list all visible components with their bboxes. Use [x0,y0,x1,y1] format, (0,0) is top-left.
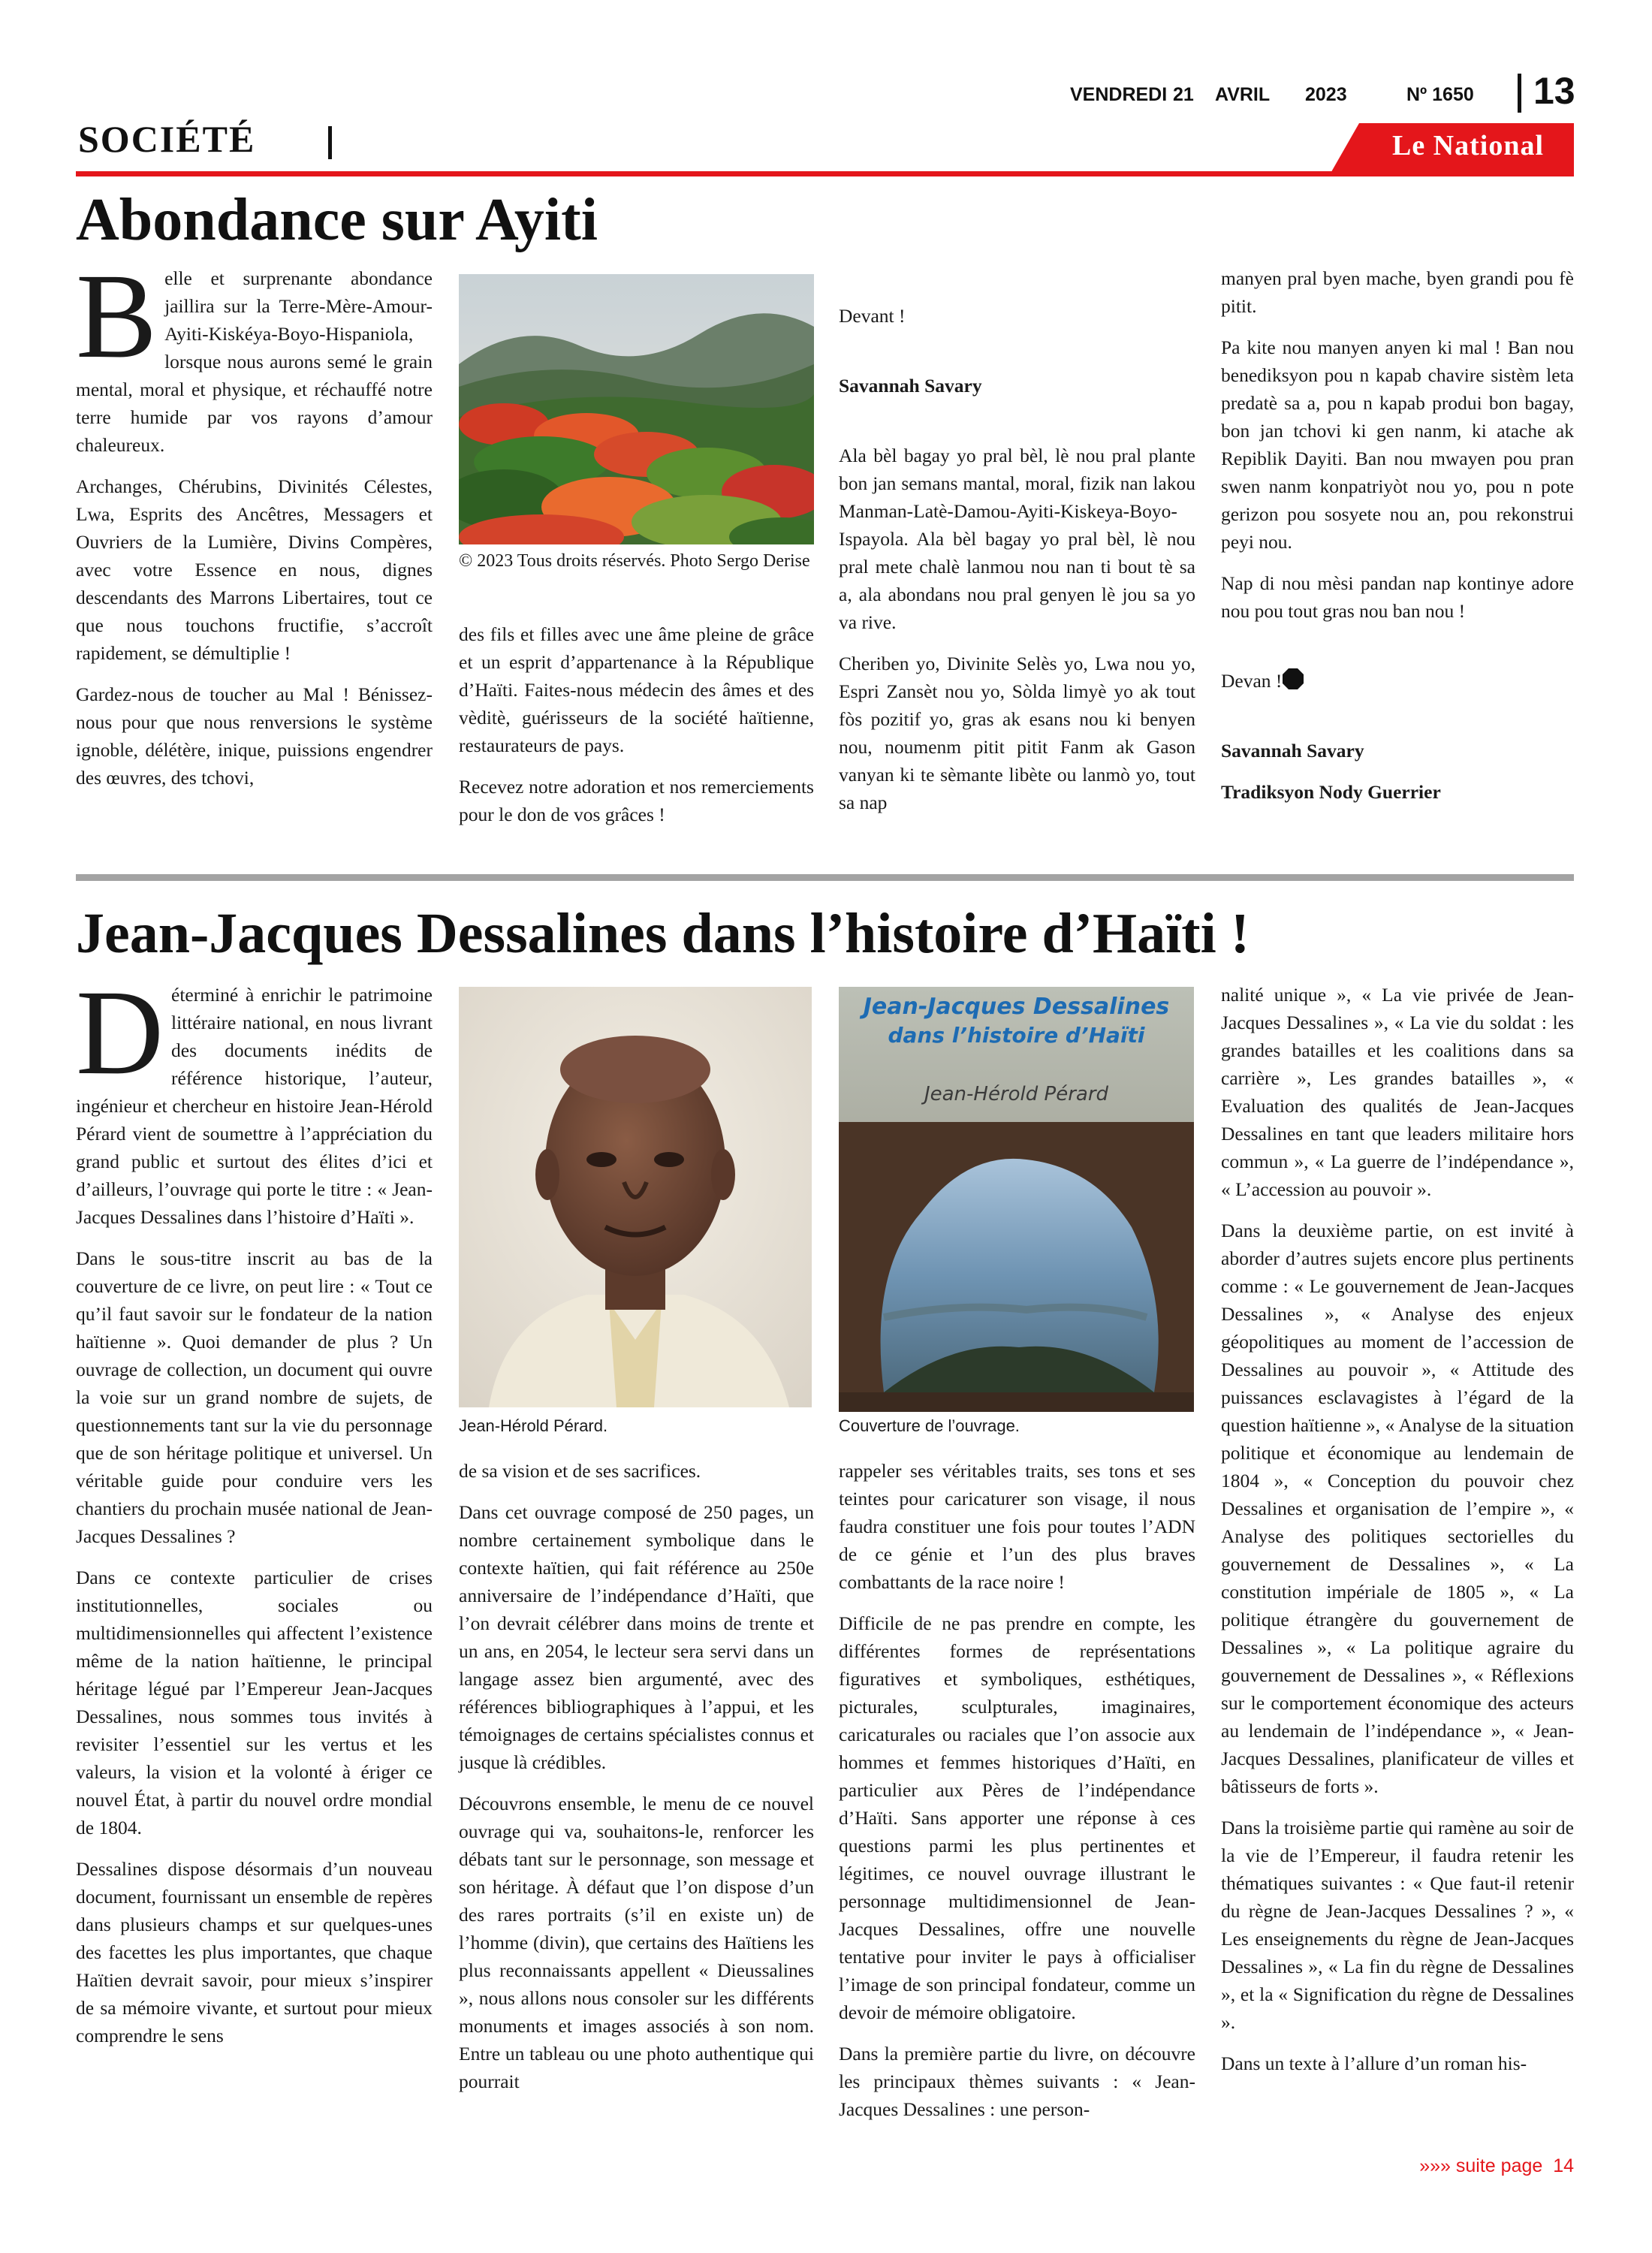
article1-col1-p3: Gardez-nous de toucher au Mal ! Bénissez-nous pour que nous renversions le système ignoble, délétère, inique, puissions engendrer des œuvres, des tchovi, [76,683,433,789]
article1-headline: Abondance sur Ayiti [76,187,598,253]
article2-column-4 [1221,981,1574,2091]
book-title-line-2: dans l’histoire d’Haïti [888,1023,1145,1048]
article1-column-1 [76,249,433,805]
article1-col4-p3: Nap di nou mèsi pandan nap kontinye adore nou pou tout gras nou ban nou ! [1221,572,1574,622]
book-title-line-1: Jean-Jacques Dessalines [863,994,1170,1020]
article1-col4-translator: Tradiksyon Nody Guerrier [1221,781,1441,803]
article1-photo-caption: © 2023 Tous droits réservés. Photo Sergo Derise [459,551,810,571]
book-cover [839,987,1194,1412]
section-divider [328,126,332,159]
paper-name: Le National [1391,130,1545,161]
article1-col4-p2: Pa kite nou manyen anyen ki mal ! Ban nou benediksyon pou n kapab chavire sistèm leta predatè sa a, pou n kapab produi bon bagay, bon jan tchovi ki gen nanm, ki atache ak Repiblik Dayiti. Ban nou mwayen pou pran swen nanm konpatriyòt nou yo, pou n pote gerizon pou sosyete nou an, pou rekonstrui peyi nou. [1221,336,1574,553]
article1-drop-cap: B [76,249,158,384]
header-rule [76,171,1574,176]
article1-column-4 [1221,264,1574,819]
article1-col3-signature: Savannah Savary [839,375,982,397]
end-mark-icon [1282,668,1304,690]
article1-column-3 [839,302,1195,830]
article2-col1-p1: éterminé à enrichir le patrimoine littéraire national, en nous livrant des documents inédits de référence historique, l’auteur, ingénieur et chercheur en histoire Jean-Hérold Pérard vient de soumettre à l’appréciation du grand public et surtout des élites d’ici et d’ailleurs, l’ouvrage qui porte le titre : « Jean-Jacques Dessalines dans l’histoire d’Haïti ». [76,984,433,1228]
article1-col4-p4: Devan ! [1221,670,1283,692]
article1-col4-p1: manyen pral byen mache, byen grandi pou fè pitit. [1221,267,1574,317]
article-divider [76,874,1574,881]
article2-col4-p1: nalité unique », « La vie privée de Jean-Jacques Dessalines », « La vie du soldat : les grandes batailles et les coalitions dans sa carrière », Les grandes batailles », « Evaluation des qualités de Jean-Jacques Dessalines en tant que leaders militaire hors commun », « La guerre de l’indépendance », « L’accession au pouvoir ». [1221,984,1574,1200]
article2-drop-cap: D [76,966,164,1100]
section-title: SOCIÉTÉ [78,118,256,160]
article2-column-2 [459,1457,814,2109]
article2-col1-p3: Dans ce contexte particulier de crises institutionnelles, sociales ou multidimensionnelles qui affectent l’existence même de la nation haïtienne, le principal héritage légué par l’Empereur Jean-Jacques Dessalines, nous sommes tous invités à revisiter l’essentiel sur les vertus et les valeurs, la vision et la volonté à ériger ce nouvel État, à partir du nouvel ordre mondial de 1804. [76,1567,433,1838]
article1-col3-p4: Cheriben yo, Divinite Selès yo, Lwa nou yo, Espri Zansèt nou yo, Sòlda limyè yo ak tout fòs pozitif yo, gras ak esans nou ki benyen nou, noumenm pitit pitit Fanm ak Gason vanyan ki te sèmante libète ou lanmò yo, tout sa nap [839,653,1195,813]
continued-label: »»» suite page [1419,2155,1543,2176]
article1-photo [459,274,814,544]
article1-col1-p2: Archanges, Chérubins, Divinités Célestes, Lwa, Esprits des Ancêtres, Messagers et Ouvriers de la Lumière, Divins Compères, avec votre Essence en nous, dignes descendants des Marrons Libertaires, tout ce que nous touchons fructifie, s’accroît rapidement, se démultiplie ! [76,475,433,664]
continued-note[interactable] [1367,2155,1574,2177]
author-portrait [459,987,812,1407]
header-day: VENDREDI [1070,84,1168,105]
book-cover-caption: Couverture de l’ouvrage. [839,1416,1020,1435]
article2-headline: Jean-Jacques Dessalines dans l’histoire d’Haïti ! [76,902,1250,965]
header-year: 2023 [1305,84,1347,105]
article1-col2-p1: des fils et filles avec une âme pleine de grâce et un esprit d’appartenance à la République d’Haïti. Faites-nous médecin des âmes et des vèditè, guérisseurs de la société haïtienne, restaurateurs de pays. [459,623,814,756]
article2-column-3 [839,1457,1195,2137]
book-author: Jean-Hérold Pérard [924,1083,1109,1105]
article2-column-1 [76,966,433,2063]
continued-page-number: 14 [1553,2155,1574,2176]
article1-col1-p1: elle et surprenante abondance jaillira sur la Terre-Mère-Amour-Ayiti-Kiskéya-Boyo-Hispaniola, lorsque nous aurons semé le grain mental, moral et physique, et réchauffé notre terre humide par vos rayons d’amour chaleureux. [76,267,433,456]
article2-col3-p3: Dans la première partie du livre, on découvre les principaux thèmes suivants : « Jean-Jacques Dessalines : une person- [839,2043,1195,2120]
author-portrait-caption: Jean-Hérold Pérard. [459,1416,608,1435]
article2-col4-p4: Dans un texte à l’allure d’un roman his- [1221,2052,1527,2074]
page-number: 13 [1533,70,1575,112]
article2-col3-p1: rappeler ses véritables traits, ses tons et ses teintes pour caricaturer son visage, il nous faudra constituer une fois pour toutes l’ADN de ce génie et l’un des plus braves combattants de la race noire ! [839,1460,1195,1593]
article1-col4-signature: Savannah Savary [1221,740,1364,762]
article2-col3-p2: Difficile de ne pas prendre en compte, les différentes formes de représentations figuratives et symboliques, esthétiques, picturales, sculpturales, imaginaires, caricaturales ou raciales que l’on associe aux hommes et femmes historiques d’Haïti, en particulier aux Pères de l’indépendance d’Haïti. Sans apporter une réponse à ces questions parmi les plus pertinentes et légitimes, ce nouvel ouvrage illustrant le personnage multidimensionnel de Jean-Jacques Dessalines, offre une nouvelle tentative pour inviter le pays à officialiser l’image de son principal fondateur, comme un devoir de mémoire obligatoire. [839,1612,1195,2023]
article2-col1-p4: Dessalines dispose désormais d’un nouveau document, fournissant un ensemble de repères dans plusieurs champs et sur quelques-unes des facettes les plus importantes, que chaque Haïtien devrait savoir, pour mieux s’inspirer de sa mémoire vivante, et surtout pour mieux comprendre le sens [76,1858,433,2046]
article1-col2-p2: Recevez notre adoration et nos remerciements pour le don de vos grâces ! [459,776,814,825]
article1-col3-p1: Devant ! [839,305,906,327]
article1-col3-p3: Ala bèl bagay yo pral bèl, lè nou pral plante bon jan semans mantal, moral, fizik nan lakou Manman-Latè-Damou-Ayiti-Kiskeya-Boyo-Ispayola. Ala bèl bagay yo pral bèl, lè nou pral mete chalè lanmou nou nan ti bout tè sa a, ala abondans nou pral genyen lè jou sa yo va rive. [839,445,1195,633]
page-number-divider [1518,74,1521,113]
article2-col1-p2: Dans le sous-titre inscrit au bas de la couverture de ce livre, on peut lire : « Tout ce qu’il faut savoir sur le fondateur de la nation haïtienne ». Quoi demander de plus ? Un ouvrage de collection, un document qui ouvre la voie sur un grand nombre de sujets, de questionnements tant sur la vie du personnage que de son héritage politique et universel. Un véritable guide pour conduire vers les chantiers du prochain musée national de Jean-Jacques Dessalines ? [76,1247,433,1547]
header-issue: Nº 1650 [1406,84,1474,105]
article2-col4-p3: Dans la troisième partie qui ramène au soir de la vie de l’Empereur, il faudra retenir les thématiques suivantes : « Que faut-il retenir du règne de Jean-Jacques Dessalines ? », « Les enseignements du règne de Jean-Jacques Dessalines », « La fin du règne de Dessalines », et la « Signification du règne de Dessalines ». [1221,1817,1574,2033]
article2-col2-p1: de sa vision et de ses sacrifices. [459,1460,701,1482]
header-date-number: 21 [1173,84,1194,105]
article2-col2-p3: Découvrons ensemble, le menu de ce nouvel ouvrage qui va, souhaitons-le, renforcer les débats tant sur le personnage, son message et son héritage. À défaut que l’on dispose d’un des rares portraits (s’il en existe un) de l’homme (divin), que certains des Haïtiens les plus reconnaissants appellent « Dieussalines », nous allons nous consoler sur les différents monuments et images associés à son nom. Entre un tableau ou une photo authentique qui pourrait [459,1793,814,2092]
header-month: AVRIL [1215,84,1271,105]
article1-column-2 [459,620,814,842]
article2-col2-p2: Dans cet ouvrage composé de 250 pages, un nombre certainement symbolique dans le contexte haïtien, qui fait référence au 250e anniversaire de l’indépendance d’Haïti, que l’on devrait célébrer dans moins de trente et un ans, en 2054, le lecteur sera servi dans un langage assez bien argumenté, avec des références bibliographiques à l’appui, et les témoignages de certains spécialistes connus et jusque là crédibles. [459,1501,814,1773]
article2-col4-p2: Dans la deuxième partie, on est invité à aborder d’autres sujets encore plus pertinents comme : « Le gouvernement de Jean-Jacques Dessalines », « Analyse des enjeux géopolitiques au moment de l’accession de Dessalines au pouvoir », « Attitude des puissances esclavagistes à l’égard de la question haïtienne », « Analyse de la situation politique et économique au lendemain de 1804 », « Conception du pouvoir chez Dessalines et organisation de l’empire », « Analyse des politiques sectorielles du gouvernement de Dessalines », « La constitution impériale de 1805 », « La politique étrangère du gouvernement de Dessalines », « La politique agraire du gouvernement de Dessalines », « Réflexions sur le comportement économique des acteurs au lendemain de l’indépendance », « Jean-Jacques Dessalines, planificateur de villes et bâtisseurs de forts ». [1221,1220,1574,1797]
